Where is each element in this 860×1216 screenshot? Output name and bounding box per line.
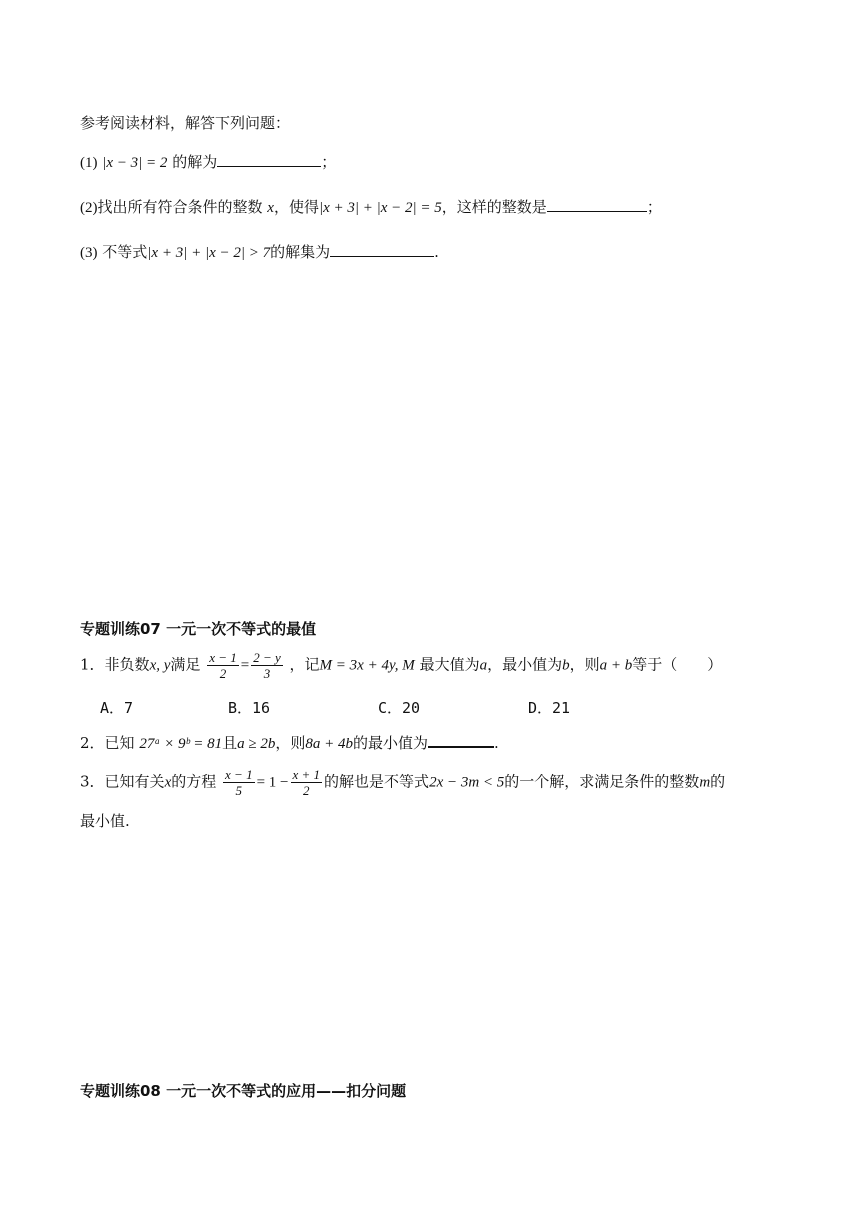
q3-number: (3) [80, 245, 98, 261]
section-08-heading: 专题训练08 一元一次不等式的应用——扣分问题 [80, 1082, 407, 1100]
p1-text7: 等于（ ） [632, 655, 723, 674]
p1-frac2-den: 3 [263, 666, 271, 681]
p3-x: x [164, 774, 172, 791]
p2-text1: 已知 [104, 734, 135, 752]
q3-answer-blank[interactable] [330, 241, 434, 257]
p3-number: 3． [80, 772, 105, 791]
q1-number: (1) [80, 155, 98, 171]
p2-text3: ，则 [275, 734, 306, 752]
p3-f2-den: 2 [303, 783, 310, 798]
problem-1 [80, 650, 722, 681]
p3-f1-den: 5 [235, 783, 243, 798]
p1-M-expression: M = 3x + 4y, M [319, 657, 415, 674]
option-d[interactable]: D．21 [528, 699, 571, 717]
problem-2 [80, 731, 499, 755]
option-a[interactable]: A．7 [100, 699, 134, 717]
p1-number: 1． [80, 655, 105, 674]
p3-f2-num: x + 1 [292, 767, 321, 782]
p3-text1: 已知有关 [104, 772, 165, 791]
p1-vars: x, y [149, 657, 171, 674]
p2-expression: 27ᵃ × 9ᵇ = 81 [139, 736, 223, 752]
p1-text4: 最大值为 [419, 655, 480, 674]
problem-3 [80, 767, 725, 798]
p3-inequality: 2x − 3m < 5 [429, 774, 505, 791]
p1-text3: ，记 [289, 655, 320, 674]
p3-text4: 的一个解，求满足条件的整数 [504, 772, 700, 791]
p3-f1-num: x − 1 [225, 767, 253, 782]
p3-text3: 的解也是不等式 [324, 772, 430, 791]
p1-text6: ，则 [569, 655, 600, 674]
p1-frac1-num: x − 1 [209, 650, 237, 665]
q2-end: ； [646, 198, 662, 216]
q2-text3: ，这样的整数是 [441, 198, 547, 216]
p1-text1: 非负数 [104, 655, 150, 674]
q3-text2: 的解集为 [270, 243, 331, 261]
q2-text2: ，使得 [273, 198, 319, 216]
option-c[interactable]: C．20 [378, 699, 421, 717]
p2-end: . [494, 734, 499, 752]
p1-text5: ，最小值为 [487, 655, 563, 674]
p1-frac2-num: 2 − y [253, 650, 281, 665]
q1-end: ； [321, 153, 337, 171]
q2-var: x [267, 200, 274, 216]
q1-answer-blank[interactable] [217, 151, 321, 167]
q1-expression: |x − 3| = 2 [102, 155, 168, 171]
p1-fraction-2 [251, 650, 283, 681]
p1-frac1-den: 2 [219, 666, 227, 681]
q2-expression: |x + 3| + |x − 2| = 5 [318, 200, 442, 216]
p2-number: 2． [80, 734, 105, 752]
q2-answer-blank[interactable] [547, 196, 647, 212]
p1-a: a [479, 657, 488, 674]
q2-number: (2) [80, 200, 98, 216]
p3-line2: 最小值. [80, 812, 130, 830]
p1-sum: a + b [599, 657, 633, 674]
p2-condition: a ≥ 2b [237, 736, 276, 752]
p2-text4: 的最小值为 [353, 734, 429, 752]
p1-b: b [562, 657, 570, 674]
q3-expression: |x + 3| + |x − 2| > 7 [147, 245, 271, 261]
option-b[interactable]: B．16 [228, 699, 271, 717]
intro-text: 参考阅读材料，解答下列问题： [80, 114, 291, 132]
p3-m: m [699, 774, 711, 791]
p3-text5: 的 [710, 772, 726, 791]
section-07-heading: 专题训练07 一元一次不等式的最值 [80, 620, 317, 638]
p1-fraction-1 [207, 650, 239, 681]
p3-fraction-1 [223, 767, 255, 798]
p3-mid: = 1 − [256, 774, 289, 791]
p2-target: 8a + 4b [305, 736, 353, 752]
q1-text: 的解为 [172, 153, 218, 171]
p1-equals: = [240, 657, 250, 674]
question-1 [80, 151, 336, 174]
question-3 [80, 241, 439, 264]
p2-answer-blank[interactable] [428, 731, 494, 748]
q2-text1: 找出所有符合条件的整数 [97, 198, 263, 216]
p3-fraction-2 [291, 767, 323, 798]
q3-end: . [434, 243, 439, 261]
p1-text2: 满足 [170, 655, 201, 674]
question-2 [80, 196, 662, 219]
p2-text2: 且 [222, 734, 238, 752]
q3-text1: 不等式 [102, 243, 148, 261]
p3-text2: 的方程 [171, 772, 217, 791]
